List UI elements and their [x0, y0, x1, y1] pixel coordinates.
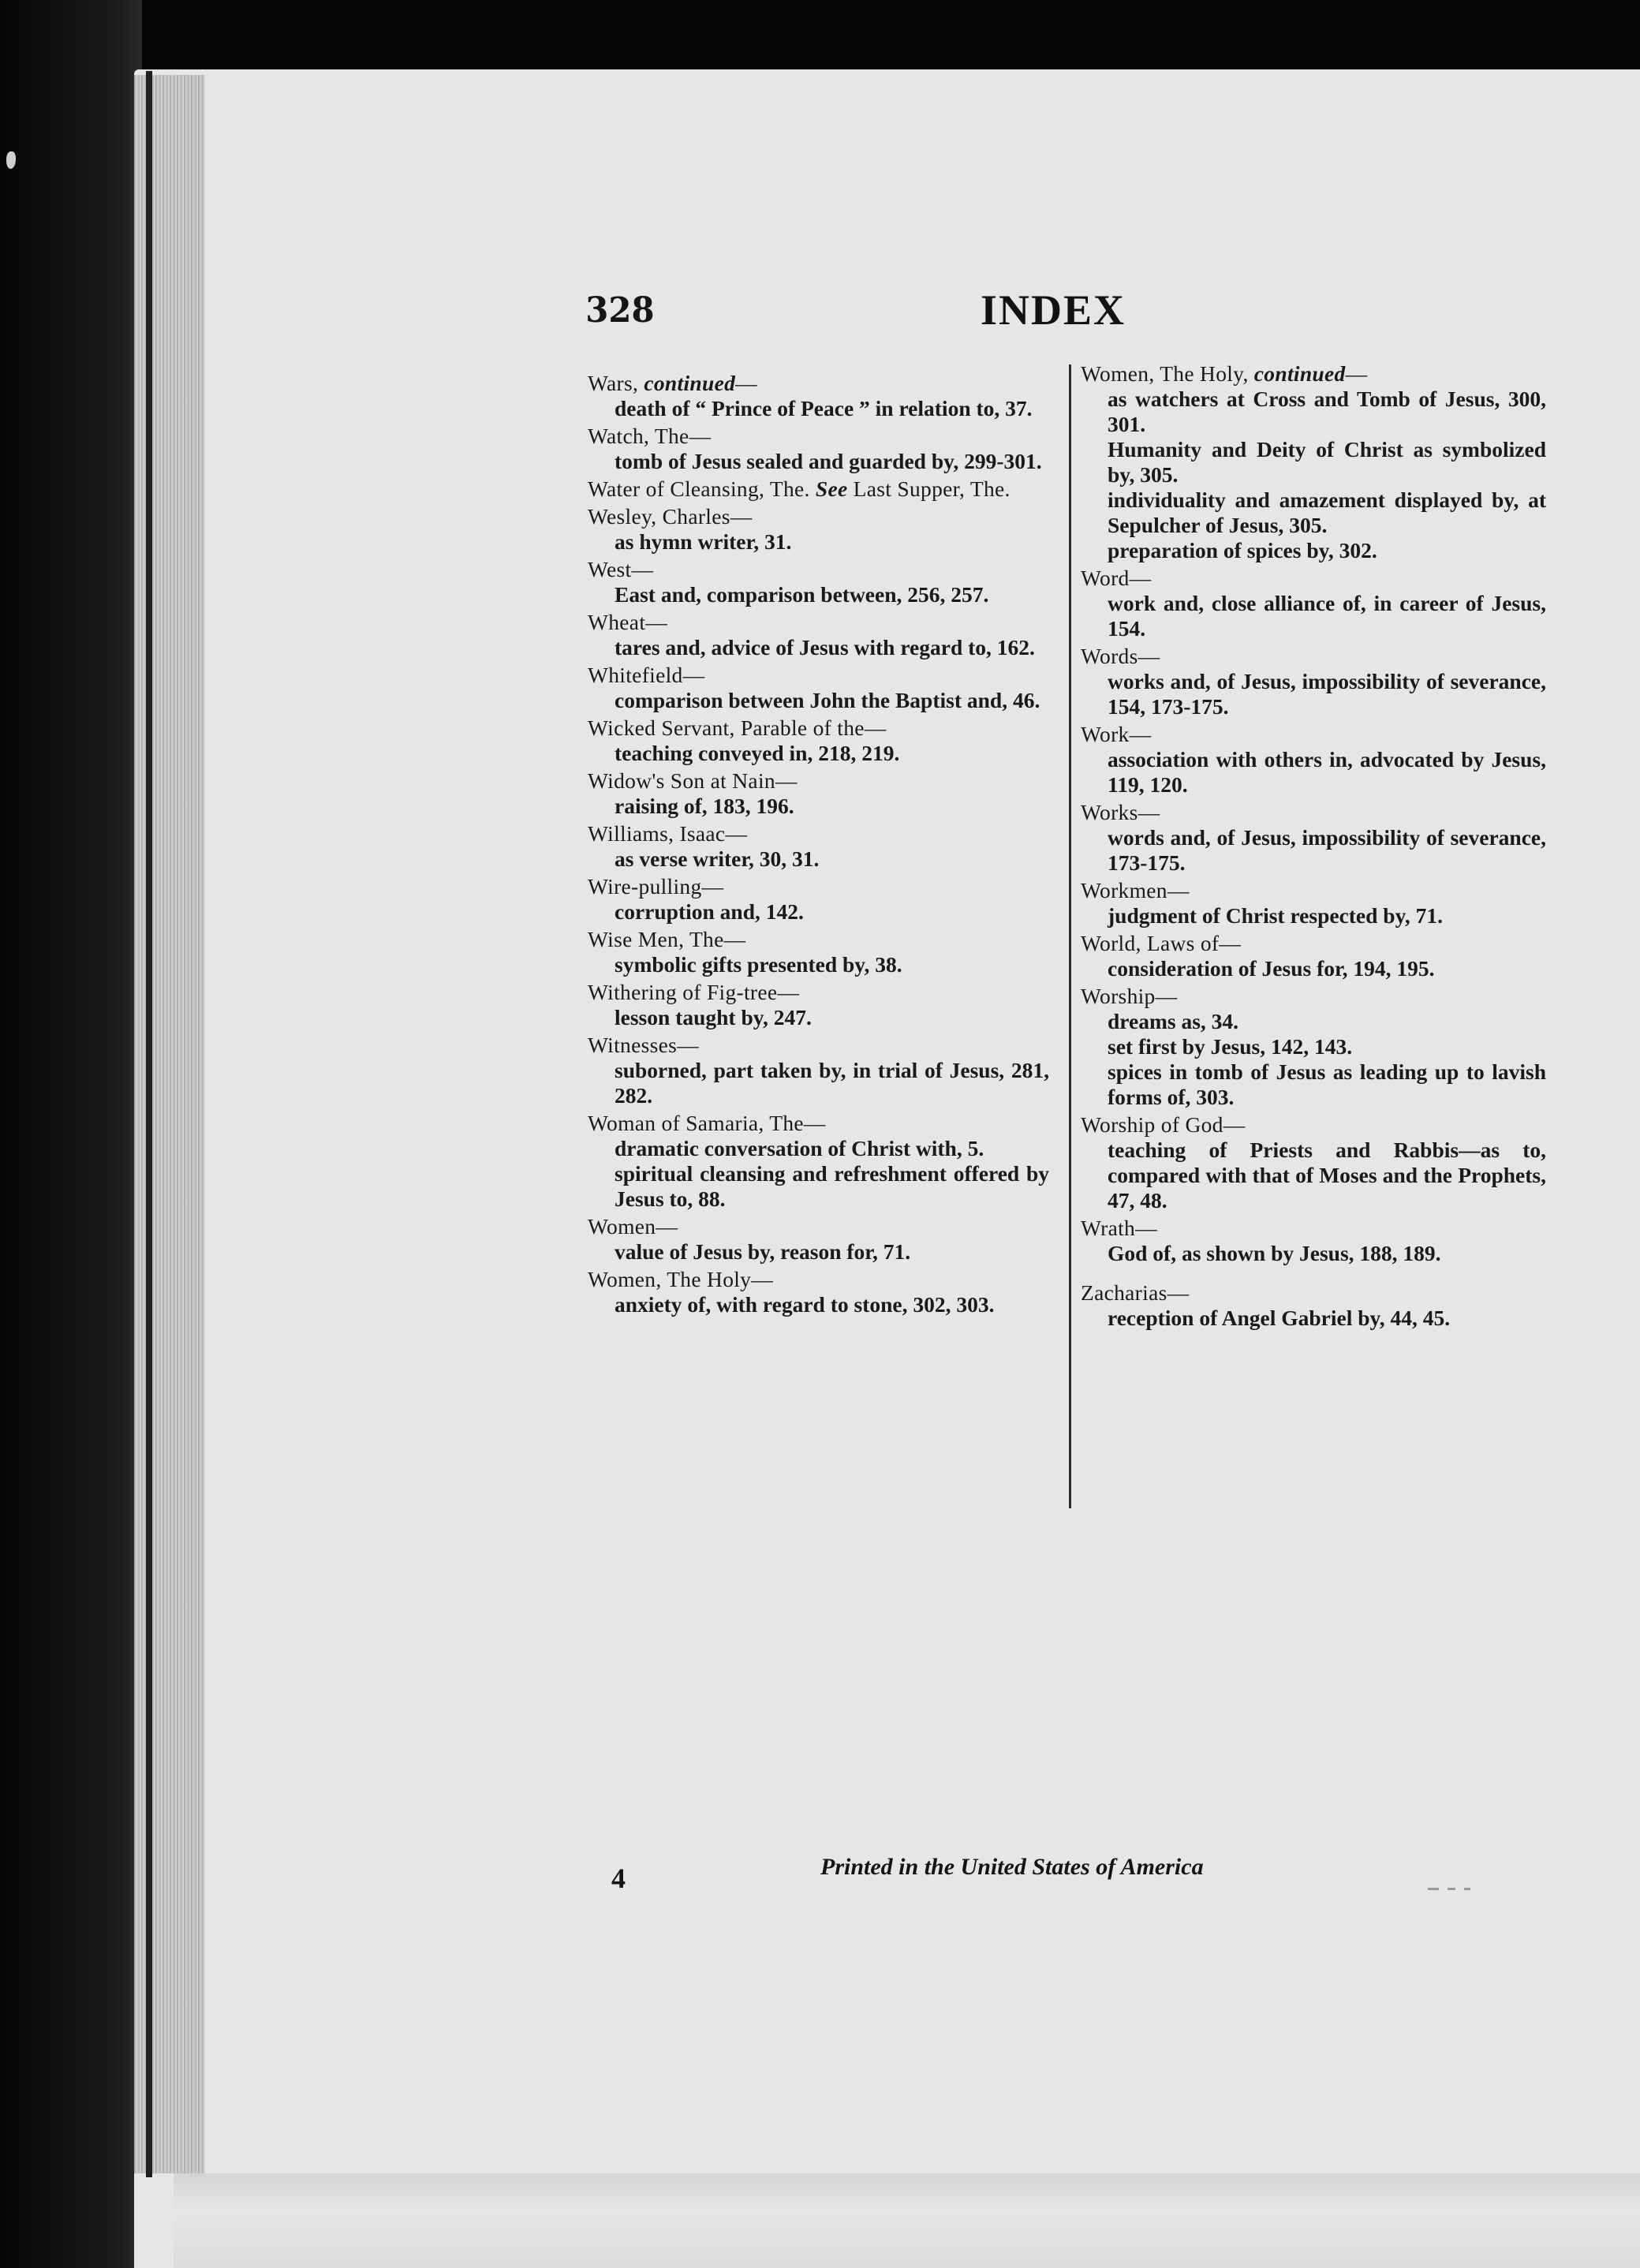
index-entry [1081, 878, 1546, 928]
index-heading: Women— [588, 1214, 678, 1239]
index-heading: Water of Cleansing, The. See Last Supper, The. [588, 476, 1011, 501]
index-entry [1081, 800, 1546, 876]
index-heading: Women, The Holy, continued— [1081, 361, 1368, 386]
index-heading: Woman of Samaria, The— [588, 1111, 826, 1135]
index-entry [1081, 1280, 1546, 1331]
index-subentry: corruption and, 142. [615, 899, 804, 924]
faint-mark [1448, 1888, 1455, 1890]
index-subentry: judgment of Christ respected by, 71. [1108, 903, 1443, 928]
faint-mark [1428, 1888, 1439, 1890]
index-heading: Words— [1081, 644, 1160, 668]
index-subentry: dreams as, 34. [1108, 1009, 1239, 1033]
index-subentry: reception of Angel Gabriel by, 44, 45. [1108, 1306, 1451, 1330]
scan-left-shadow [0, 0, 142, 2268]
index-heading: Worship of God— [1081, 1112, 1246, 1137]
index-subentry: work and, close alliance of, in career of Jesus, 154. [1108, 591, 1546, 641]
page-bottom-edge [174, 2173, 1640, 2268]
index-heading: Witnesses— [588, 1033, 699, 1057]
index-column-right [1081, 361, 1546, 1333]
index-heading: World, Laws of— [1081, 931, 1242, 955]
index-subentry: spices in tomb of Jesus as leading up to lavish forms of, 303. [1108, 1059, 1546, 1109]
page-edges [134, 75, 205, 2173]
index-subentry: anxiety of, with regard to stone, 302, 303. [615, 1292, 995, 1317]
index-subentry: set first by Jesus, 142, 143. [1108, 1034, 1353, 1059]
index-entry [1081, 931, 1546, 981]
index-subentry: individuality and amazement displayed by, at Sepulcher of Jesus, 305. [1108, 488, 1546, 537]
index-entry [588, 1214, 1049, 1265]
index-subentry: death of “ Prince of Peace ” in relation to, 37. [615, 396, 1033, 420]
index-heading: Wheat— [588, 610, 668, 634]
index-entry [588, 716, 1049, 766]
scan-top-border [0, 0, 1640, 71]
index-heading: Whitefield— [588, 663, 705, 687]
index-entry [588, 371, 1049, 421]
index-subentry: dramatic conversation of Christ with, 5. [615, 1136, 984, 1160]
index-subentry: teaching conveyed in, 218, 219. [615, 741, 900, 765]
index-subentry: suborned, part taken by, in trial of Jesus, 281, 282. [615, 1058, 1049, 1108]
index-subentry: symbolic gifts presented by, 38. [615, 952, 902, 977]
spine-line [146, 71, 152, 2177]
index-subentry: preparation of spices by, 302. [1108, 538, 1377, 562]
index-heading: Wars, continued— [588, 371, 757, 395]
index-subentry: association with others in, advocated by Jesus, 119, 120. [1108, 747, 1546, 797]
index-entry [1081, 1112, 1546, 1213]
index-entry [588, 927, 1049, 977]
column-divider [1069, 364, 1071, 1508]
index-subentry: works and, of Jesus, impossibility of severance, 154, 173-175. [1108, 669, 1546, 719]
page-title: INDEX [981, 286, 1126, 334]
index-heading: Word— [1081, 566, 1152, 590]
index-entry [588, 1033, 1049, 1108]
index-subentry: tomb of Jesus sealed and guarded by, 299-301. [615, 449, 1042, 473]
index-heading: Williams, Isaac— [588, 821, 748, 846]
index-entry [588, 557, 1049, 607]
index-entry [1081, 566, 1546, 641]
index-entry [588, 768, 1049, 819]
index-heading: Wrath— [1081, 1216, 1157, 1240]
index-entry [588, 663, 1049, 713]
index-entry [588, 424, 1049, 474]
index-heading: West— [588, 557, 654, 581]
index-entry [1081, 1216, 1546, 1266]
index-entry [588, 1111, 1049, 1212]
index-heading: Widow's Son at Nain— [588, 768, 798, 793]
index-heading: Work— [1081, 722, 1152, 746]
index-heading: Wesley, Charles— [588, 504, 753, 529]
index-heading: Worship— [1081, 984, 1178, 1008]
page-number: 328 [585, 290, 655, 331]
index-subentry: as hymn writer, 31. [615, 529, 792, 554]
index-subentry: spiritual cleansing and refreshment offered by Jesus to, 88. [615, 1161, 1049, 1211]
index-entry [588, 610, 1049, 660]
index-subentry: words and, of Jesus, impossibility of severance, 173-175. [1108, 825, 1546, 875]
index-heading: Workmen— [1081, 878, 1190, 902]
index-subentry: raising of, 183, 196. [615, 794, 794, 818]
signature-mark: 4 [611, 1863, 626, 1894]
index-subentry: as verse writer, 30, 31. [615, 846, 820, 871]
index-entry [1081, 361, 1546, 563]
index-entry [1081, 984, 1546, 1110]
index-heading: Wire-pulling— [588, 874, 724, 899]
index-subentry: tares and, advice of Jesus with regard to, 162. [615, 635, 1035, 659]
index-subentry: Humanity and Deity of Christ as symbolized by, 305. [1108, 437, 1546, 487]
index-heading: Wise Men, The— [588, 927, 746, 951]
index-subentry: as watchers at Cross and Tomb of Jesus, 300, 301. [1108, 387, 1546, 436]
faint-mark [1464, 1888, 1470, 1890]
printed-imprint: Printed in the United States of America [820, 1854, 1204, 1880]
index-subentry: consideration of Jesus for, 194, 195. [1108, 956, 1435, 981]
index-entry [588, 980, 1049, 1030]
index-heading: Wicked Servant, Parable of the— [588, 716, 887, 740]
index-entry [1081, 644, 1546, 719]
index-heading: Works— [1081, 800, 1160, 824]
index-entry [588, 874, 1049, 925]
index-heading: Watch, The— [588, 424, 712, 448]
index-entry [588, 1267, 1049, 1317]
index-heading: Withering of Fig-tree— [588, 980, 800, 1004]
index-entry [1081, 722, 1546, 798]
index-heading: Women, The Holy— [588, 1267, 774, 1291]
index-subentry: lesson taught by, 247. [615, 1005, 812, 1029]
index-subentry: East and, comparison between, 256, 257. [615, 582, 989, 607]
index-entry [588, 504, 1049, 555]
index-entry [588, 821, 1049, 872]
index-subentry: value of Jesus by, reason for, 71. [615, 1239, 911, 1264]
index-column-left [588, 371, 1049, 1320]
index-subentry: comparison between John the Baptist and, 46. [615, 688, 1040, 712]
index-subentry: God of, as shown by Jesus, 188, 189. [1108, 1241, 1441, 1265]
index-subentry: teaching of Priests and Rabbis—as to, compared with that of Moses and the Prophets, 47, 48. [1108, 1138, 1546, 1212]
index-heading: Zacharias— [1081, 1280, 1190, 1305]
index-entry [588, 476, 1049, 502]
